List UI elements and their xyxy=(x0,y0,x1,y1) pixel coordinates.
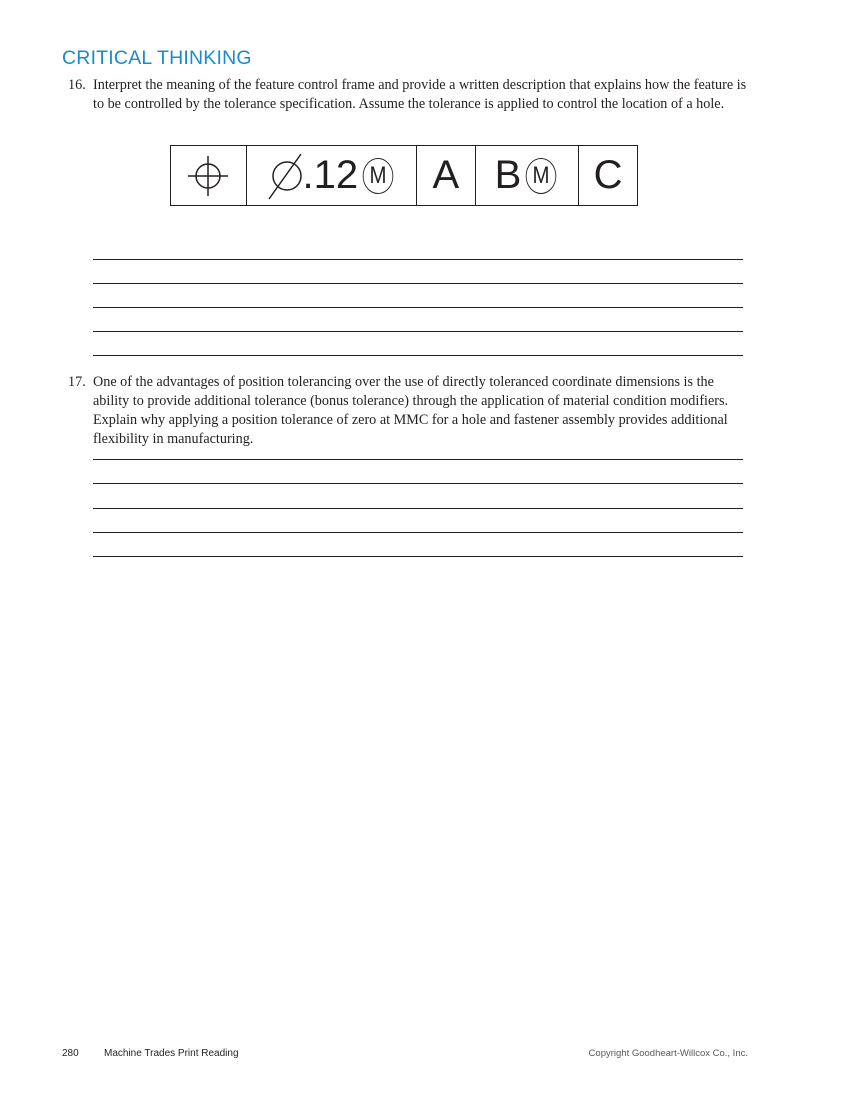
answer-line[interactable] xyxy=(93,556,743,557)
question-16 xyxy=(62,76,752,114)
answer-line[interactable] xyxy=(93,483,743,484)
feature-control-frame xyxy=(170,145,638,206)
datum-tertiary: C xyxy=(593,153,623,197)
datum-secondary: B xyxy=(494,153,522,197)
tolerance-cell xyxy=(247,146,417,205)
position-icon xyxy=(184,152,232,200)
datum-a-cell xyxy=(417,146,476,205)
answer-line[interactable] xyxy=(93,459,743,460)
answer-line[interactable] xyxy=(93,331,743,332)
question-number: 16. xyxy=(68,77,86,93)
datum-b-cell xyxy=(476,146,580,205)
question-17 xyxy=(62,373,752,449)
question-text: Interpret the meaning of the feature control frame and provide a written description that explains how the feature is to be controlled by the tolerance specification. Assume the tolerance is applied to control the location of a hole. xyxy=(93,77,747,112)
question-number: 17. xyxy=(68,374,86,390)
mmc-modifier: M xyxy=(526,158,557,194)
datum-primary: A xyxy=(432,153,460,197)
copyright: Copyright Goodheart-Willcox Co., Inc. xyxy=(588,1048,748,1059)
answer-line[interactable] xyxy=(93,283,743,284)
section-title: CRITICAL THINKING xyxy=(62,47,252,69)
mmc-modifier: M xyxy=(363,158,394,194)
answer-line[interactable] xyxy=(93,532,743,533)
answer-line[interactable] xyxy=(93,259,743,260)
question-text: One of the advantages of position tolerancing over the use of directly toleranced coordinate dimensions is the ability to provide additional tolerance (bonus tolerance) through the application of material condition modifiers. Explain why applying a position tolerance of zero at MMC for a hole and fastener assembly provides additional flexibility in manufacturing. xyxy=(93,374,729,447)
answer-line[interactable] xyxy=(93,508,743,509)
book-title: Machine Trades Print Reading xyxy=(104,1048,239,1059)
diameter-icon xyxy=(267,151,303,201)
tolerance-value: .12 xyxy=(302,153,359,197)
page-number: 280 xyxy=(62,1048,79,1059)
answer-line[interactable] xyxy=(93,307,743,308)
datum-c-cell xyxy=(579,146,637,205)
answer-line[interactable] xyxy=(93,355,743,356)
position-symbol-cell xyxy=(171,146,247,205)
